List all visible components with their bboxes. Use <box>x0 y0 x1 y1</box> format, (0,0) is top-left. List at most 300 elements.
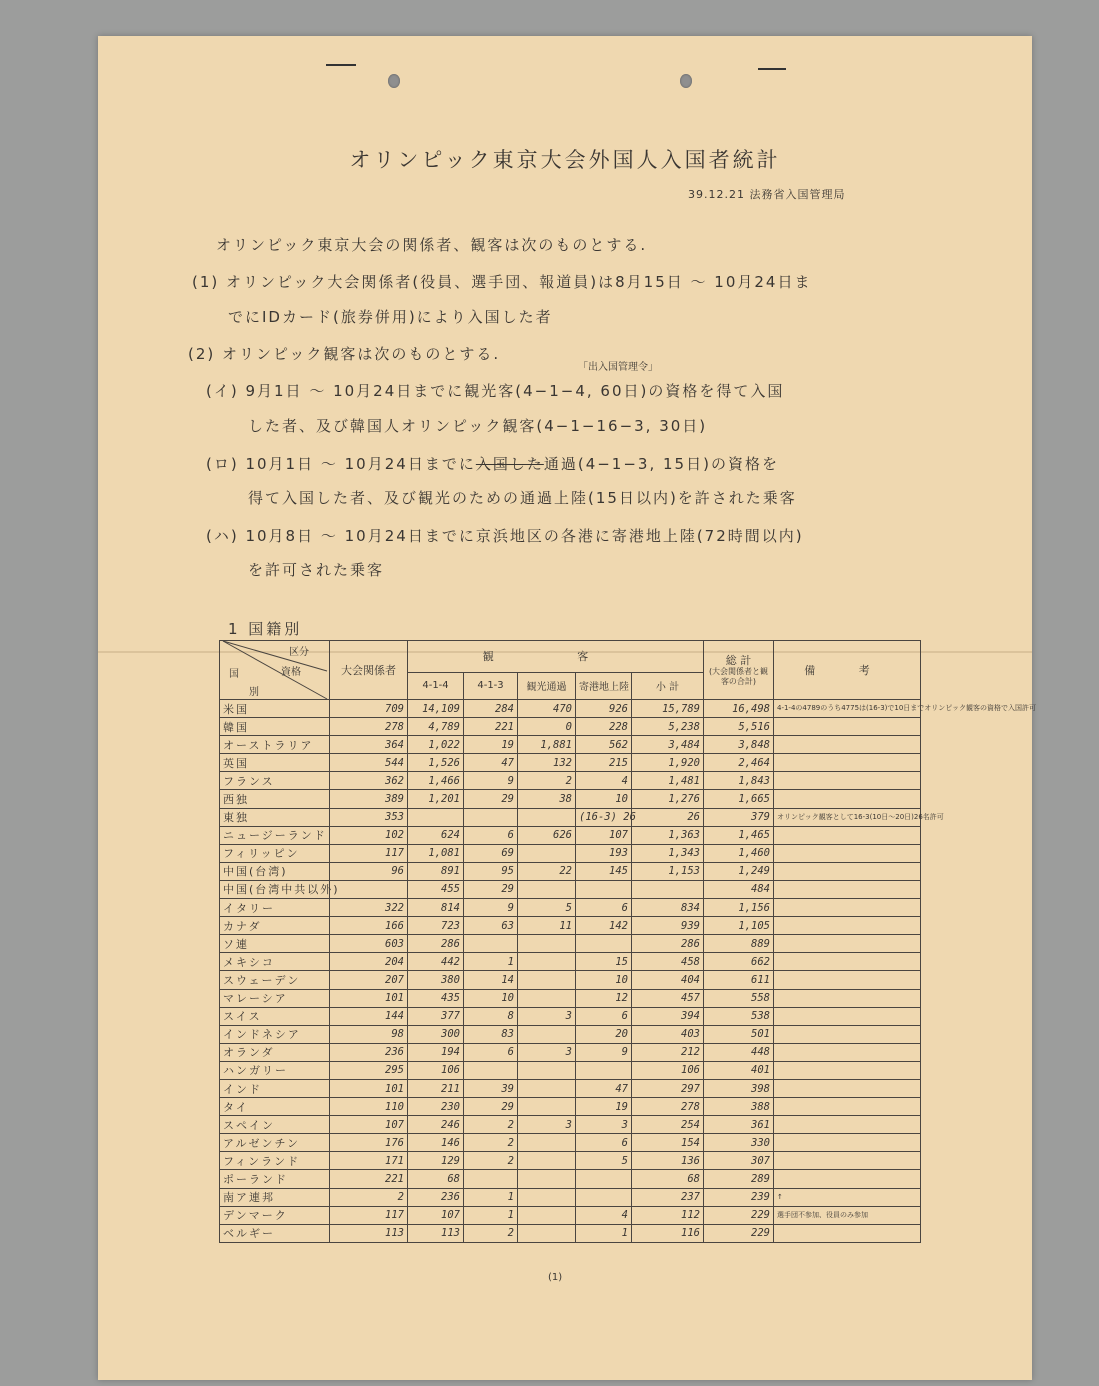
table-row <box>220 772 921 790</box>
item1-line1: (1) オリンピック大会関係者(役員、選手団、報道員)は8月15日 〜 10月24日ま <box>192 273 812 291</box>
cell-port <box>576 1061 632 1079</box>
cell-officials: 207 <box>330 971 408 989</box>
cell-transit <box>518 1170 576 1188</box>
cell-transit: 3 <box>518 1116 576 1134</box>
cell-c414: 4,789 <box>408 718 464 736</box>
country-name: マレーシア <box>220 989 330 1007</box>
cell-transit <box>518 935 576 953</box>
cell-officials: 166 <box>330 917 408 935</box>
cell-c414: 1,081 <box>408 844 464 862</box>
cell-c413: 69 <box>464 844 518 862</box>
cell-total: 229 <box>704 1224 774 1242</box>
cell-c414: 107 <box>408 1206 464 1224</box>
cell-c413: 29 <box>464 790 518 808</box>
cell-note <box>774 790 921 808</box>
cell-port: 12 <box>576 989 632 1007</box>
country-name: 東独 <box>220 808 330 826</box>
table-row <box>220 1188 921 1206</box>
cell-port: 3 <box>576 1116 632 1134</box>
cell-total: 5,516 <box>704 718 774 736</box>
sub-ro-line1-b: 通過(4−1−3, 15日)の資格を <box>543 455 779 473</box>
cell-port: 4 <box>576 1206 632 1224</box>
cell-c413: 6 <box>464 826 518 844</box>
cell-port: 228 <box>576 718 632 736</box>
header-diag-mid: 資格 <box>281 667 301 678</box>
cell-port: 6 <box>576 1134 632 1152</box>
cell-port: 6 <box>576 1007 632 1025</box>
cell-transit: 11 <box>518 917 576 935</box>
cell-c414: 1,526 <box>408 754 464 772</box>
cell-c414: 435 <box>408 989 464 1007</box>
cell-note <box>774 971 921 989</box>
cell-port: 9 <box>576 1043 632 1061</box>
cell-c414: 624 <box>408 826 464 844</box>
subheader-col-2: 観光通過 <box>518 672 576 699</box>
cell-note <box>774 718 921 736</box>
cell-total: 1,156 <box>704 899 774 917</box>
country-name: スウェーデン <box>220 971 330 989</box>
country-name: インド <box>220 1079 330 1097</box>
cell-note <box>774 989 921 1007</box>
cell-transit <box>518 1224 576 1242</box>
cell-c414: 377 <box>408 1007 464 1025</box>
cell-transit: 626 <box>518 826 576 844</box>
header-total <box>704 641 774 700</box>
cell-subtotal: 237 <box>632 1188 704 1206</box>
cell-officials: 2 <box>330 1188 408 1206</box>
cell-transit: 3 <box>518 1043 576 1061</box>
country-name: 中国(台湾) <box>220 862 330 880</box>
country-name: アルゼンチン <box>220 1134 330 1152</box>
cell-subtotal: 5,238 <box>632 718 704 736</box>
table-row <box>220 1224 921 1242</box>
cell-subtotal: 1,481 <box>632 772 704 790</box>
cell-total: 889 <box>704 935 774 953</box>
cell-officials: 107 <box>330 1116 408 1134</box>
country-name: タイ <box>220 1098 330 1116</box>
table-row <box>220 1170 921 1188</box>
table-row <box>220 953 921 971</box>
cell-c414: 1,466 <box>408 772 464 790</box>
cell-port: (16-3) 26 <box>576 808 632 826</box>
document-page <box>98 36 1037 1380</box>
cell-c413: 47 <box>464 754 518 772</box>
header-total-sub: (大会関係者と観客の合計) <box>708 666 769 686</box>
country-name: インドネシア <box>220 1025 330 1043</box>
cell-c414 <box>408 808 464 826</box>
cell-note <box>774 1116 921 1134</box>
cell-transit <box>518 989 576 1007</box>
cell-subtotal: 457 <box>632 989 704 1007</box>
cell-transit: 22 <box>518 862 576 880</box>
country-name: イタリー <box>220 899 330 917</box>
cell-officials: 236 <box>330 1043 408 1061</box>
cell-subtotal: 834 <box>632 899 704 917</box>
cell-officials: 322 <box>330 899 408 917</box>
cell-port: 562 <box>576 736 632 754</box>
cell-officials: 295 <box>330 1061 408 1079</box>
cell-total: 289 <box>704 1170 774 1188</box>
cell-officials: 364 <box>330 736 408 754</box>
cell-port: 1 <box>576 1224 632 1242</box>
cell-note <box>774 1043 921 1061</box>
cell-subtotal: 404 <box>632 971 704 989</box>
cell-note <box>774 1152 921 1170</box>
country-name: フィンランド <box>220 1152 330 1170</box>
cell-c413: 2 <box>464 1224 518 1242</box>
header-remarks: 備 考 <box>774 641 921 700</box>
cell-subtotal: 68 <box>632 1170 704 1188</box>
table-row <box>220 1098 921 1116</box>
cell-subtotal: 254 <box>632 1116 704 1134</box>
cell-total: 448 <box>704 1043 774 1061</box>
cell-c414: 129 <box>408 1152 464 1170</box>
country-name: ベルギー <box>220 1224 330 1242</box>
cell-c413 <box>464 808 518 826</box>
cell-c413 <box>464 935 518 953</box>
cell-officials: 110 <box>330 1098 408 1116</box>
cell-transit: 132 <box>518 754 576 772</box>
cell-transit: 2 <box>518 772 576 790</box>
cell-total: 330 <box>704 1134 774 1152</box>
header-spectators: 観 客 <box>408 641 704 673</box>
table-row <box>220 790 921 808</box>
cell-note: オリンピック観客として16-3(10日〜20日)26名許可 <box>774 808 921 826</box>
cell-transit: 0 <box>518 718 576 736</box>
dash-mark-left <box>326 64 356 66</box>
handwritten-annotation: 「出入国管理令」 <box>578 362 658 373</box>
cell-total: 1,843 <box>704 772 774 790</box>
cell-note <box>774 917 921 935</box>
cell-port: 10 <box>576 790 632 808</box>
table-row <box>220 1025 921 1043</box>
cell-transit <box>518 1152 576 1170</box>
country-name: スペイン <box>220 1116 330 1134</box>
country-name: 韓国 <box>220 718 330 736</box>
sub-ro-struck-text: 入国した <box>475 455 544 473</box>
cell-officials: 101 <box>330 989 408 1007</box>
cell-subtotal: 1,276 <box>632 790 704 808</box>
dateline: 39.12.21 法務省入国管理局 <box>688 188 846 201</box>
cell-transit <box>518 1025 576 1043</box>
cell-note <box>774 772 921 790</box>
cell-note <box>774 953 921 971</box>
cell-transit: 3 <box>518 1007 576 1025</box>
cell-c413: 19 <box>464 736 518 754</box>
header-total-label: 総 計 <box>725 653 752 667</box>
cell-c414: 194 <box>408 1043 464 1061</box>
cell-subtotal: 278 <box>632 1098 704 1116</box>
cell-transit <box>518 1188 576 1206</box>
cell-note <box>774 1170 921 1188</box>
cell-port: 10 <box>576 971 632 989</box>
sub-i-line1: (イ) 9月1日 〜 10月24日までに観光客(4−1−4, 60日)の資格を得て入国 <box>206 382 785 400</box>
cell-c413: 221 <box>464 718 518 736</box>
table-row <box>220 700 921 718</box>
cell-total: 1,465 <box>704 826 774 844</box>
cell-c413: 83 <box>464 1025 518 1043</box>
cell-subtotal: 154 <box>632 1134 704 1152</box>
header-diag-bottom: 別 <box>249 687 259 698</box>
cell-note <box>774 1007 921 1025</box>
item1-line2: でにIDカード(旅券併用)により入国した者 <box>228 308 553 326</box>
country-name: ニュージーランド <box>220 826 330 844</box>
cell-officials: 176 <box>330 1134 408 1152</box>
cell-subtotal: 3,484 <box>632 736 704 754</box>
cell-note <box>774 1025 921 1043</box>
cell-total: 1,665 <box>704 790 774 808</box>
subheader-col-1: 4-1-3 <box>464 672 518 699</box>
cell-c413: 1 <box>464 1188 518 1206</box>
cell-total: 2,464 <box>704 754 774 772</box>
cell-c414: 891 <box>408 862 464 880</box>
cell-note <box>774 736 921 754</box>
cell-c413: 29 <box>464 880 518 898</box>
cell-transit <box>518 1079 576 1097</box>
page-number: (1) <box>548 1272 563 1283</box>
cell-port: 19 <box>576 1098 632 1116</box>
dash-mark-right <box>758 68 786 70</box>
cell-subtotal: 286 <box>632 935 704 953</box>
cell-subtotal: 939 <box>632 917 704 935</box>
cell-subtotal: 116 <box>632 1224 704 1242</box>
table-row <box>220 971 921 989</box>
country-name: 英国 <box>220 754 330 772</box>
cell-c414: 68 <box>408 1170 464 1188</box>
cell-total: 558 <box>704 989 774 1007</box>
cell-subtotal: 212 <box>632 1043 704 1061</box>
subheader-col-3: 寄港地上陸 <box>576 672 632 699</box>
cell-officials: 117 <box>330 1206 408 1224</box>
table-row <box>220 754 921 772</box>
document-title: オリンピック東京大会外国人入国者統計 <box>349 148 781 172</box>
table-row <box>220 718 921 736</box>
country-name: フランス <box>220 772 330 790</box>
cell-c414: 455 <box>408 880 464 898</box>
cell-c413: 8 <box>464 1007 518 1025</box>
cell-transit: 1,881 <box>518 736 576 754</box>
table-row <box>220 989 921 1007</box>
cell-subtotal <box>632 880 704 898</box>
cell-port: 5 <box>576 1152 632 1170</box>
cell-note <box>774 935 921 953</box>
cell-transit: 38 <box>518 790 576 808</box>
cell-note <box>774 1224 921 1242</box>
cell-officials: 144 <box>330 1007 408 1025</box>
cell-note <box>774 1079 921 1097</box>
cell-total: 239 <box>704 1188 774 1206</box>
cell-subtotal: 26 <box>632 808 704 826</box>
cell-total: 484 <box>704 880 774 898</box>
cell-note: ↑ <box>774 1188 921 1206</box>
subheader-col-0: 4-1-4 <box>408 672 464 699</box>
table-row <box>220 862 921 880</box>
cell-transit: 470 <box>518 700 576 718</box>
cell-c414: 442 <box>408 953 464 971</box>
cell-subtotal: 297 <box>632 1079 704 1097</box>
cell-port: 107 <box>576 826 632 844</box>
cell-total: 388 <box>704 1098 774 1116</box>
cell-subtotal: 1,153 <box>632 862 704 880</box>
cell-total: 662 <box>704 953 774 971</box>
cell-transit <box>518 880 576 898</box>
country-name: デンマーク <box>220 1206 330 1224</box>
country-name: 中国(台湾中共以外) <box>220 880 330 898</box>
header-diag-left: 国 <box>229 669 239 680</box>
cell-transit: 5 <box>518 899 576 917</box>
cell-note <box>774 844 921 862</box>
header-officials: 大会関係者 <box>330 641 408 700</box>
table-row <box>220 1061 921 1079</box>
country-name: ポーランド <box>220 1170 330 1188</box>
cell-officials: 278 <box>330 718 408 736</box>
table-row <box>220 1043 921 1061</box>
cell-subtotal: 15,789 <box>632 700 704 718</box>
cell-officials: 389 <box>330 790 408 808</box>
cell-c414: 814 <box>408 899 464 917</box>
sub-i-line2: した者、及び韓国人オリンピック観客(4−1−16−3, 30日) <box>248 417 708 435</box>
cell-c414: 230 <box>408 1098 464 1116</box>
cell-officials: 102 <box>330 826 408 844</box>
cell-subtotal: 403 <box>632 1025 704 1043</box>
table-row <box>220 736 921 754</box>
cell-officials: 709 <box>330 700 408 718</box>
cell-note <box>774 1098 921 1116</box>
cell-note <box>774 1061 921 1079</box>
cell-officials: 117 <box>330 844 408 862</box>
cell-c414: 106 <box>408 1061 464 1079</box>
cell-officials: 221 <box>330 1170 408 1188</box>
cell-c414: 211 <box>408 1079 464 1097</box>
cell-c413: 14 <box>464 971 518 989</box>
country-name: 西独 <box>220 790 330 808</box>
intro-text: オリンピック東京大会の関係者、観客は次のものとする. <box>216 236 648 254</box>
cell-officials <box>330 880 408 898</box>
cell-port: 47 <box>576 1079 632 1097</box>
cell-c413: 2 <box>464 1152 518 1170</box>
cell-port: 142 <box>576 917 632 935</box>
table-row <box>220 1007 921 1025</box>
cell-transit <box>518 1206 576 1224</box>
cell-c413: 1 <box>464 1206 518 1224</box>
punch-hole-right <box>680 74 692 88</box>
sub-ro-line2: 得て入国した者、及び観光のための通過上陸(15日以内)を許された乗客 <box>248 489 797 507</box>
cell-port: 145 <box>576 862 632 880</box>
cell-c414: 236 <box>408 1188 464 1206</box>
cell-total: 1,460 <box>704 844 774 862</box>
table-row <box>220 899 921 917</box>
cell-c413: 39 <box>464 1079 518 1097</box>
item2-text: (2) オリンピック観客は次のものとする. <box>188 345 501 363</box>
cell-total: 398 <box>704 1079 774 1097</box>
cell-c413: 95 <box>464 862 518 880</box>
country-name: カナダ <box>220 917 330 935</box>
cell-total: 307 <box>704 1152 774 1170</box>
country-name: スイス <box>220 1007 330 1025</box>
cell-note <box>774 1134 921 1152</box>
country-name: オーストラリア <box>220 736 330 754</box>
cell-officials: 96 <box>330 862 408 880</box>
header-diag-top: 区分 <box>289 647 309 658</box>
table-row <box>220 880 921 898</box>
cell-port: 15 <box>576 953 632 971</box>
table-row <box>220 844 921 862</box>
cell-note <box>774 899 921 917</box>
cell-total: 501 <box>704 1025 774 1043</box>
cell-port: 4 <box>576 772 632 790</box>
cell-port: 193 <box>576 844 632 862</box>
cell-c414: 300 <box>408 1025 464 1043</box>
cell-c413: 284 <box>464 700 518 718</box>
cell-c413: 10 <box>464 989 518 1007</box>
country-name: ソ連 <box>220 935 330 953</box>
cell-note <box>774 862 921 880</box>
cell-note: 4-1-4の4789のうち4775は(16-3)で10日までオリンピック観客の資格で入国許可 <box>774 700 921 718</box>
subheader-col-4: 小 計 <box>632 672 704 699</box>
cell-c413: 2 <box>464 1134 518 1152</box>
sub-ha-line1: (ハ) 10月8日 〜 10月24日までに京浜地区の各港に寄港地上陸(72時間以内) <box>206 527 804 545</box>
cell-c413: 1 <box>464 953 518 971</box>
cell-officials: 544 <box>330 754 408 772</box>
table-row <box>220 1079 921 1097</box>
nationality-table <box>219 640 1037 1243</box>
cell-c413 <box>464 1170 518 1188</box>
cell-c414: 380 <box>408 971 464 989</box>
country-name: メキシコ <box>220 953 330 971</box>
cell-port: 215 <box>576 754 632 772</box>
cell-officials: 353 <box>330 808 408 826</box>
cell-total: 538 <box>704 1007 774 1025</box>
cell-total: 16,498 <box>704 700 774 718</box>
cell-subtotal: 1,920 <box>632 754 704 772</box>
cell-c413: 9 <box>464 899 518 917</box>
cell-port <box>576 1188 632 1206</box>
cell-officials: 101 <box>330 1079 408 1097</box>
table-row <box>220 826 921 844</box>
table-row <box>220 1206 921 1224</box>
cell-c414: 113 <box>408 1224 464 1242</box>
cell-c414: 246 <box>408 1116 464 1134</box>
sub-ha-line2: を許可された乗客 <box>248 561 385 579</box>
cell-subtotal: 1,343 <box>632 844 704 862</box>
cell-c414: 146 <box>408 1134 464 1152</box>
country-name: フィリッピン <box>220 844 330 862</box>
cell-total: 401 <box>704 1061 774 1079</box>
table-row <box>220 1152 921 1170</box>
cell-subtotal: 458 <box>632 953 704 971</box>
cell-port: 926 <box>576 700 632 718</box>
cell-total: 1,249 <box>704 862 774 880</box>
cell-c413 <box>464 1061 518 1079</box>
cell-total: 361 <box>704 1116 774 1134</box>
country-name: 米国 <box>220 700 330 718</box>
table-row <box>220 935 921 953</box>
header-diagonal-cell <box>220 641 330 700</box>
cell-subtotal: 136 <box>632 1152 704 1170</box>
cell-total: 3,848 <box>704 736 774 754</box>
table-row <box>220 1116 921 1134</box>
cell-officials: 603 <box>330 935 408 953</box>
cell-officials: 362 <box>330 772 408 790</box>
table-row <box>220 1134 921 1152</box>
cell-port: 20 <box>576 1025 632 1043</box>
cell-c413: 2 <box>464 1116 518 1134</box>
table-row <box>220 917 921 935</box>
cell-subtotal: 1,363 <box>632 826 704 844</box>
cell-total: 379 <box>704 808 774 826</box>
cell-officials: 113 <box>330 1224 408 1242</box>
cell-total: 611 <box>704 971 774 989</box>
